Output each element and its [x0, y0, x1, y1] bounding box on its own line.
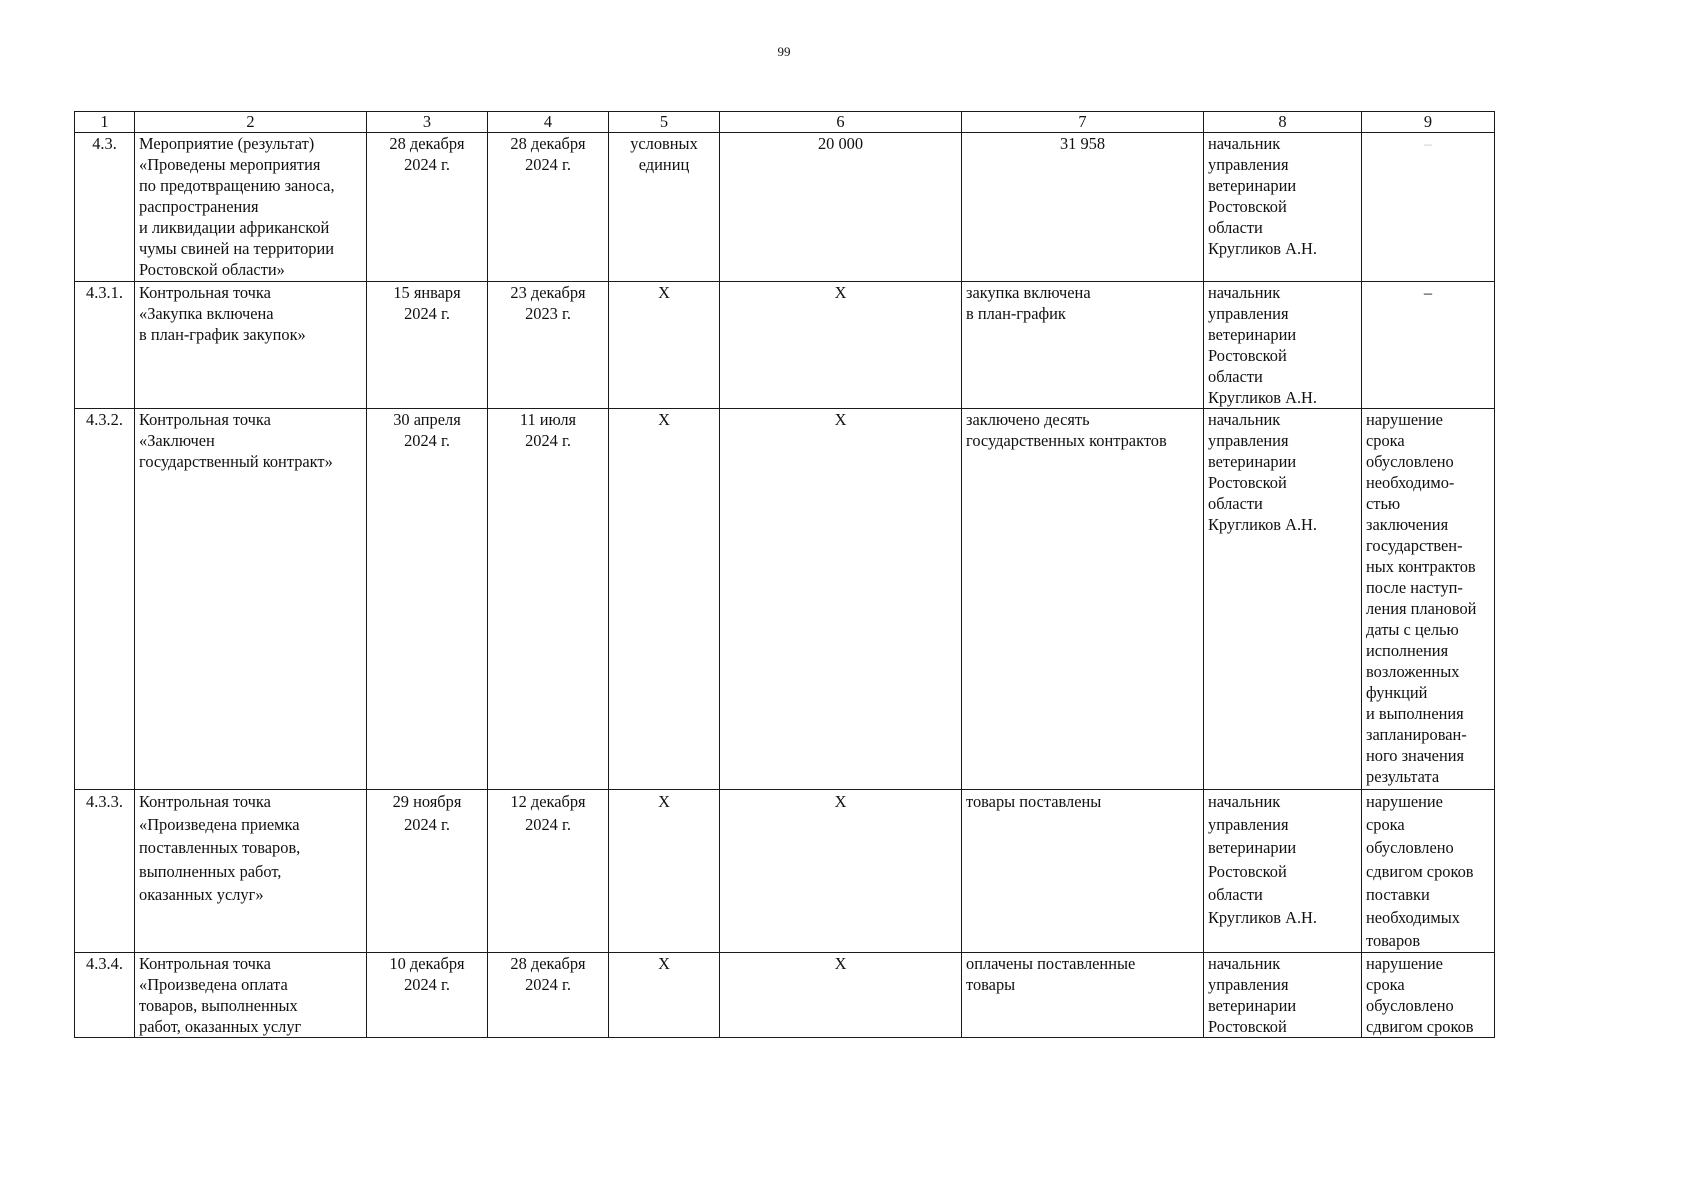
cell-fact-value	[962, 282, 1204, 409]
cell-line: ветеринарии	[1208, 838, 1297, 858]
column-header: 6	[720, 112, 962, 133]
cell-plan-value	[720, 953, 962, 1038]
cell-line: 2024 г.	[404, 304, 450, 323]
cell-line: Кругликов А.Н.	[1208, 388, 1317, 407]
table-row	[75, 953, 1495, 1038]
cell-line: управления	[1208, 975, 1289, 995]
cell-line: обусловлено	[1366, 838, 1454, 858]
cell-line: условных	[630, 134, 698, 153]
cell-plan-date	[367, 790, 488, 953]
cell-line: закупка включена	[966, 283, 1091, 302]
cell-line: функций	[1366, 683, 1428, 702]
cell-plan-value	[720, 409, 962, 790]
cell-line: необходимо-	[1366, 473, 1455, 492]
cell-line: оказанных услуг»	[139, 884, 264, 904]
cell-line: Кругликов А.Н.	[1208, 515, 1317, 534]
cell-line: 2024 г.	[525, 975, 571, 995]
cell-line: «Произведена приемка	[139, 815, 300, 835]
cell-unit	[609, 282, 720, 409]
cell-line: Ростовской	[1208, 473, 1287, 492]
cell-line: оплачены поставленные	[966, 954, 1136, 974]
cell-line: начальник	[1208, 134, 1281, 153]
cell-line: «Произведена оплата	[139, 975, 288, 995]
cell-line: Ростовской	[1208, 197, 1287, 216]
cell-line: начальник	[1208, 792, 1281, 811]
table-row	[75, 790, 1495, 953]
cell-responsible	[1204, 953, 1362, 1038]
cell-fact-value	[962, 409, 1204, 790]
cell-line: Х	[658, 283, 670, 302]
cell-plan-value	[720, 133, 962, 282]
cell-line: необходимых	[1366, 908, 1460, 928]
cell-line: 28 декабря	[510, 954, 586, 974]
cell-note	[1362, 953, 1495, 1038]
cell-fact-date	[488, 409, 609, 790]
cell-line: 12 декабря	[510, 792, 586, 811]
cell-line: Ростовской	[1208, 861, 1287, 881]
cell-line: 28 декабря	[510, 134, 586, 153]
cell-line: Ростовской области»	[139, 260, 285, 279]
cell-line: нарушение	[1366, 410, 1443, 429]
table-row	[75, 409, 1495, 790]
cell-line: 29 ноября	[392, 792, 462, 811]
cell-unit	[609, 953, 720, 1038]
cell-responsible	[1204, 282, 1362, 409]
cell-line: ного значения	[1366, 746, 1465, 765]
cell-line: Х	[834, 410, 847, 429]
cell-line: 20 000	[817, 134, 864, 153]
cell-line: и ликвидации африканской	[139, 218, 330, 237]
cell-description	[135, 953, 367, 1038]
cell-plan-date	[367, 282, 488, 409]
cell-line: товаров, выполненных	[139, 996, 298, 1016]
cell-line: 15 января	[393, 283, 461, 302]
cell-fact-date	[488, 953, 609, 1038]
cell-unit	[609, 409, 720, 790]
cell-line: 11 июля	[519, 410, 577, 429]
cell-line: Ростовской	[1208, 1017, 1287, 1037]
cell-line: сдвигом сроков	[1366, 861, 1474, 881]
cell-fact-value	[962, 953, 1204, 1038]
cell-line: области	[1208, 494, 1263, 513]
column-header: 3	[367, 112, 488, 133]
cell-line: «Закупка включена	[139, 304, 274, 323]
cell-line: начальник	[1208, 283, 1281, 302]
cell-line: Контрольная точка	[139, 954, 271, 974]
cell-line: единиц	[638, 155, 690, 174]
cell-line: обусловлено	[1366, 996, 1454, 1016]
cell-line: ветеринарии	[1208, 996, 1297, 1016]
cell-responsible	[1204, 409, 1362, 790]
cell-line: срока	[1366, 815, 1405, 835]
cell-line: ветеринарии	[1208, 325, 1297, 344]
cell-line: –	[1423, 134, 1433, 153]
column-header: 1	[75, 112, 135, 133]
cell-line: Х	[834, 954, 847, 974]
cell-responsible	[1204, 133, 1362, 282]
cell-line: 2024 г.	[525, 155, 571, 174]
cell-line: запланирован-	[1366, 725, 1467, 744]
cell-num: 4.3.	[75, 133, 135, 282]
cell-line: начальник	[1208, 410, 1281, 429]
column-header: 4	[488, 112, 609, 133]
cell-line: Ростовской	[1208, 346, 1287, 365]
table-row	[75, 133, 1495, 282]
column-header: 9	[1362, 112, 1495, 133]
cell-line: поставки	[1366, 884, 1430, 904]
cell-line: после наступ-	[1366, 578, 1463, 597]
cell-line: товаров	[1366, 931, 1421, 951]
cell-line: государствен-	[1366, 536, 1463, 555]
cell-num: 4.3.4.	[75, 953, 135, 1038]
column-header: 8	[1204, 112, 1362, 133]
cell-line: 30 апреля	[393, 410, 461, 429]
page-number: 99	[777, 44, 791, 59]
cell-line: срока	[1366, 975, 1405, 995]
cell-line: «Проведены мероприятия	[139, 155, 321, 174]
cell-line: выполненных работ,	[139, 861, 282, 881]
cell-line: срока	[1366, 431, 1405, 450]
cell-line: области	[1208, 884, 1263, 904]
cell-line: Х	[834, 792, 847, 811]
cell-line: Контрольная точка	[139, 410, 271, 429]
cell-plan-value	[720, 282, 962, 409]
cell-line: управления	[1208, 304, 1289, 323]
cell-line: 2023 г.	[525, 304, 571, 323]
cell-fact-value	[962, 790, 1204, 953]
cell-fact-date	[488, 133, 609, 282]
cell-line: 31 958	[1059, 134, 1106, 153]
cell-line: 2024 г.	[525, 815, 571, 835]
cell-line: работ, оказанных услуг	[139, 1017, 302, 1037]
cell-line: сдвигом сроков	[1366, 1017, 1474, 1037]
cell-line: ления плановой	[1366, 599, 1477, 618]
cell-line: исполнения	[1366, 641, 1449, 660]
cell-line: товары	[966, 975, 1016, 995]
cell-fact-value	[962, 133, 1204, 282]
cell-note	[1362, 133, 1495, 282]
cell-line: ветеринарии	[1208, 176, 1297, 195]
cell-description	[135, 133, 367, 282]
cell-responsible	[1204, 790, 1362, 953]
cell-plan-date	[367, 953, 488, 1038]
cell-num: 4.3.2.	[75, 409, 135, 790]
column-header: 7	[962, 112, 1204, 133]
cell-fact-date	[488, 282, 609, 409]
table-header-row	[75, 112, 1495, 133]
cell-line: результата	[1366, 767, 1440, 786]
report-table	[74, 111, 1495, 1038]
cell-line: 23 декабря	[510, 283, 586, 302]
column-header: 5	[609, 112, 720, 133]
cell-line: заключения	[1366, 515, 1449, 534]
cell-unit	[609, 133, 720, 282]
cell-plan-date	[367, 409, 488, 790]
cell-note	[1362, 282, 1495, 409]
cell-line: в план-график	[966, 304, 1066, 323]
cell-line: Мероприятие (результат)	[139, 134, 315, 153]
cell-line: и выполнения	[1366, 704, 1464, 723]
cell-num: 4.3.3.	[75, 790, 135, 953]
cell-line: нарушение	[1366, 792, 1443, 811]
cell-line: нарушение	[1366, 954, 1443, 974]
cell-line: в план-график закупок»	[139, 325, 306, 344]
cell-line: товары поставлены	[966, 792, 1102, 811]
cell-line: стью	[1366, 494, 1401, 513]
cell-plan-date	[367, 133, 488, 282]
cell-line: 10 декабря	[389, 954, 465, 974]
cell-fact-date	[488, 790, 609, 953]
cell-line: государственных контрактов	[966, 431, 1167, 450]
cell-line: управления	[1208, 815, 1289, 835]
cell-line: заключено десять	[966, 410, 1090, 429]
cell-line: по предотвращению заноса,	[139, 176, 335, 195]
cell-line: возложенных	[1366, 662, 1460, 681]
cell-line: 2024 г.	[404, 431, 450, 450]
cell-line: Контрольная точка	[139, 283, 271, 302]
table-row	[75, 282, 1495, 409]
cell-line: 2024 г.	[404, 975, 450, 995]
cell-line: управления	[1208, 431, 1289, 450]
cell-line: Х	[658, 410, 670, 429]
cell-note	[1362, 790, 1495, 953]
cell-line: обусловлено	[1366, 452, 1454, 471]
cell-line: Х	[658, 954, 670, 974]
cell-description	[135, 790, 367, 953]
cell-line: Кругликов А.Н.	[1208, 908, 1317, 928]
cell-line: управления	[1208, 155, 1289, 174]
cell-line: чумы свиней на территории	[139, 239, 335, 258]
cell-num: 4.3.1.	[75, 282, 135, 409]
cell-line: Кругликов А.Н.	[1208, 239, 1317, 258]
cell-line: 28 декабря	[389, 134, 465, 153]
cell-line: начальник	[1208, 954, 1281, 974]
cell-line: ветеринарии	[1208, 452, 1297, 471]
cell-description	[135, 282, 367, 409]
cell-line: Х	[658, 792, 670, 811]
cell-line: 2024 г.	[404, 815, 450, 835]
cell-line: ных контрактов	[1366, 557, 1476, 576]
cell-line: 2024 г.	[525, 431, 571, 450]
cell-unit	[609, 790, 720, 953]
cell-note	[1362, 409, 1495, 790]
cell-line: распространения	[139, 197, 259, 216]
column-header: 2	[135, 112, 367, 133]
cell-plan-value	[720, 790, 962, 953]
cell-line: государственный контракт»	[139, 452, 333, 471]
cell-line: даты с целью	[1366, 620, 1459, 639]
cell-line: Контрольная точка	[139, 792, 271, 811]
cell-line: –	[1423, 283, 1433, 302]
cell-description	[135, 409, 367, 790]
cell-line: «Заключен	[139, 431, 215, 450]
cell-line: 2024 г.	[404, 155, 450, 174]
cell-line: поставленных товаров,	[139, 838, 301, 858]
cell-line: области	[1208, 218, 1263, 237]
cell-line: Х	[834, 283, 847, 302]
cell-line: области	[1208, 367, 1263, 386]
